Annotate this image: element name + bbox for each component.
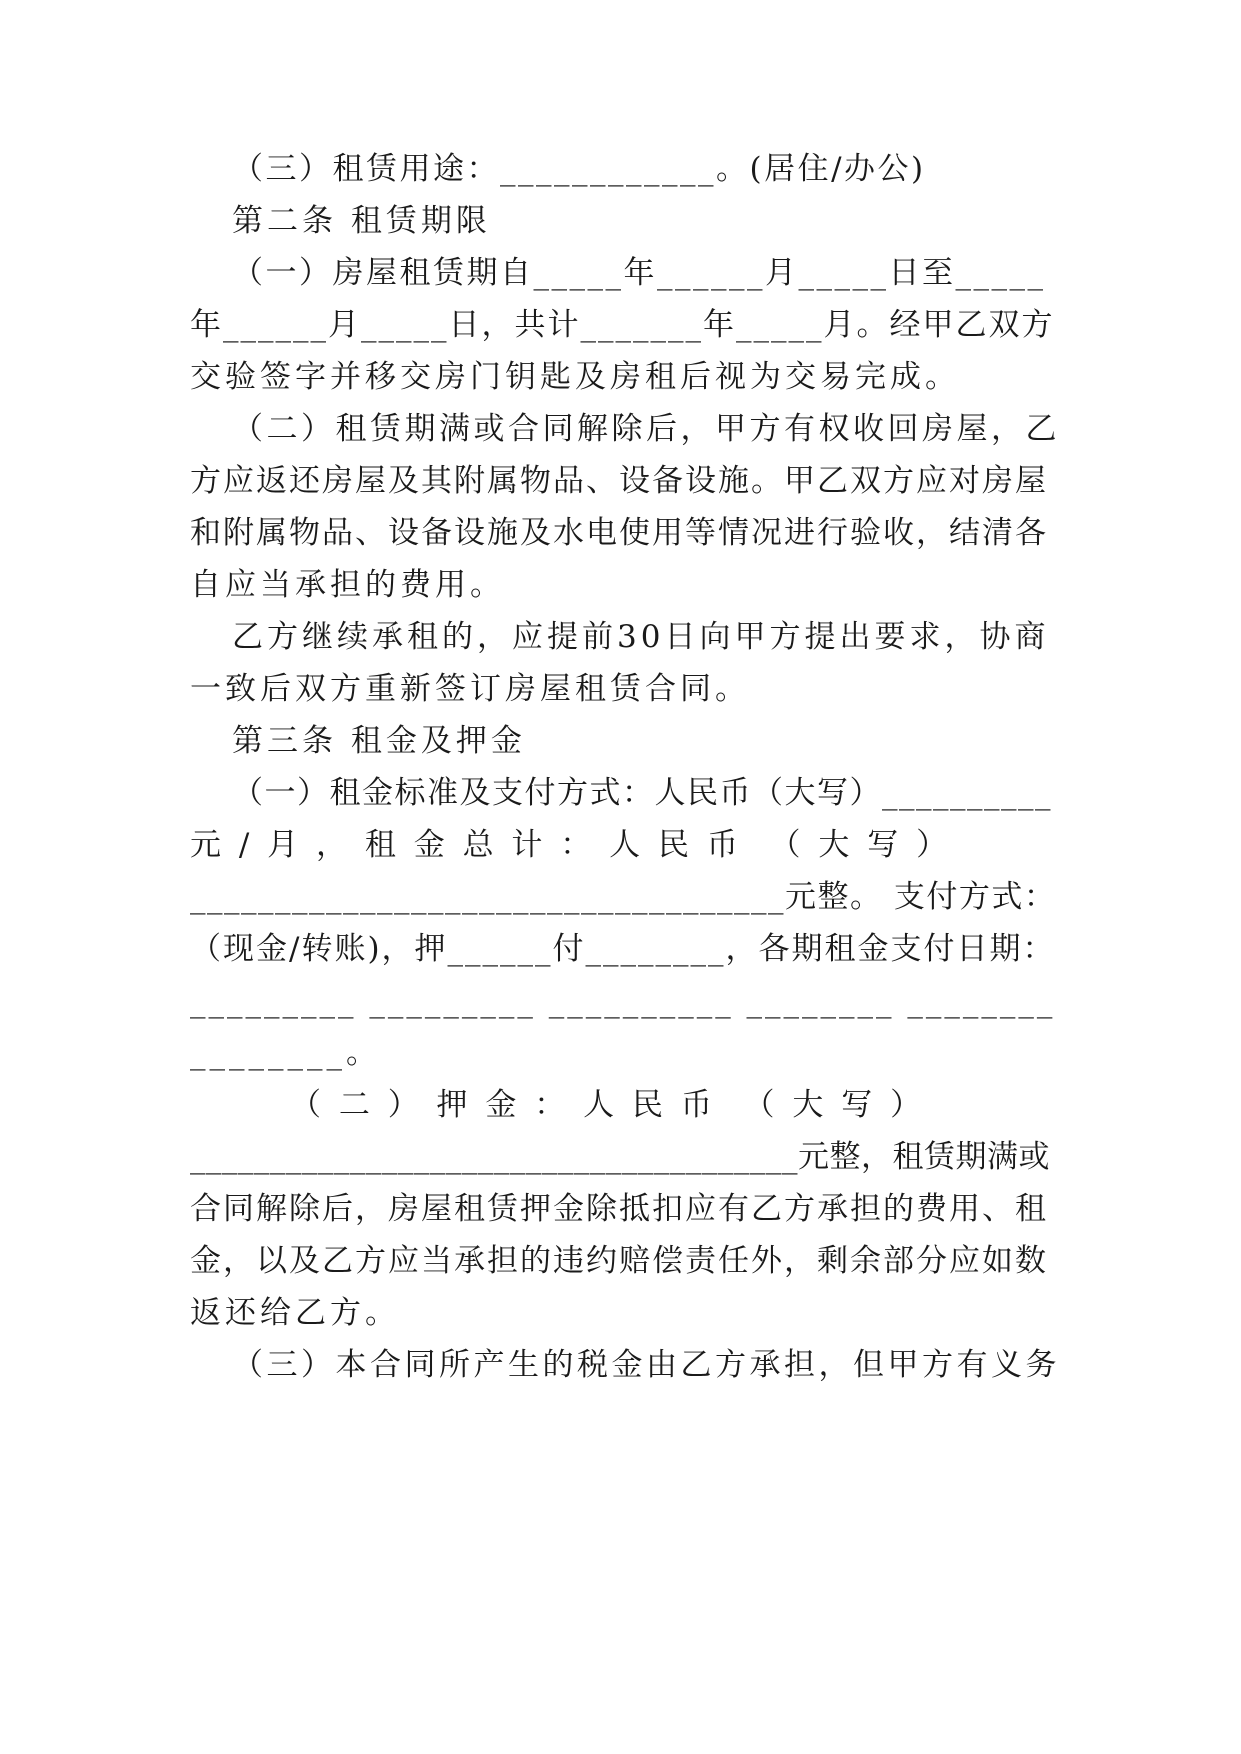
text-line: ___________________________________元整。 支付方式： <box>190 879 1057 915</box>
text-line: （一）房屋租赁期自_____年______月_____日至_____ <box>232 255 1046 291</box>
text-line: 合同解除后，房屋租赁押金除抵扣应有乙方承担的费用、租 <box>190 1191 1048 1227</box>
text-line: （现金/转账)，押______付________，各期租金支付日期： <box>190 931 1056 967</box>
text-line: 年______月_____日，共计_______年_____月。经甲乙双方 <box>190 307 1055 343</box>
text-line: （一）租金标准及支付方式：人民币（大写）__________ <box>232 775 1052 811</box>
section-heading: 第二条 租赁期限 <box>232 203 491 239</box>
text-line: （三）本合同所产生的税金由乙方承担，但甲方有义务 <box>232 1347 1060 1383</box>
section-heading: 第三条 租金及押金 <box>232 723 526 759</box>
text-line: 自应当承担的费用。 <box>190 567 505 603</box>
text-line: 金，以及乙方应当承担的违约赔偿责任外，剩余部分应如数 <box>190 1243 1048 1279</box>
text-line: （三）租赁用途：____________。(居住/办公) <box>232 151 926 187</box>
text-line: （ 二 ） 押 金 ： 人 民 币 （ 大 写 ） <box>290 1087 926 1123</box>
text-line: 和附属物品、设备设施及水电使用等情况进行验收，结清各 <box>190 515 1048 551</box>
text-line: 返还给乙方。 <box>190 1295 400 1331</box>
text-line: ______________________________________元整，租赁期满或 <box>190 1139 1050 1175</box>
text-line: 方应返还房屋及其附属物品、设备设施。甲乙双方应对房屋 <box>190 463 1048 499</box>
text-line: 元 / 月 ， 租 金 总 计 ： 人 民 币 （ 大 写 ） <box>190 827 952 863</box>
text-line: 一致后双方重新签订房屋租赁合同。 <box>190 671 750 707</box>
text-line: _________ _________ __________ ________ ________ <box>190 983 1056 1019</box>
text-line: （二）租赁期满或合同解除后，甲方有权收回房屋，乙 <box>232 411 1060 447</box>
text-line: 乙方继续承租的，应提前30日向甲方提出要求，协商 <box>232 619 1050 655</box>
text-line: 交验签字并移交房门钥匙及房租后视为交易完成。 <box>190 359 960 395</box>
text-line: ________。 <box>190 1035 381 1071</box>
